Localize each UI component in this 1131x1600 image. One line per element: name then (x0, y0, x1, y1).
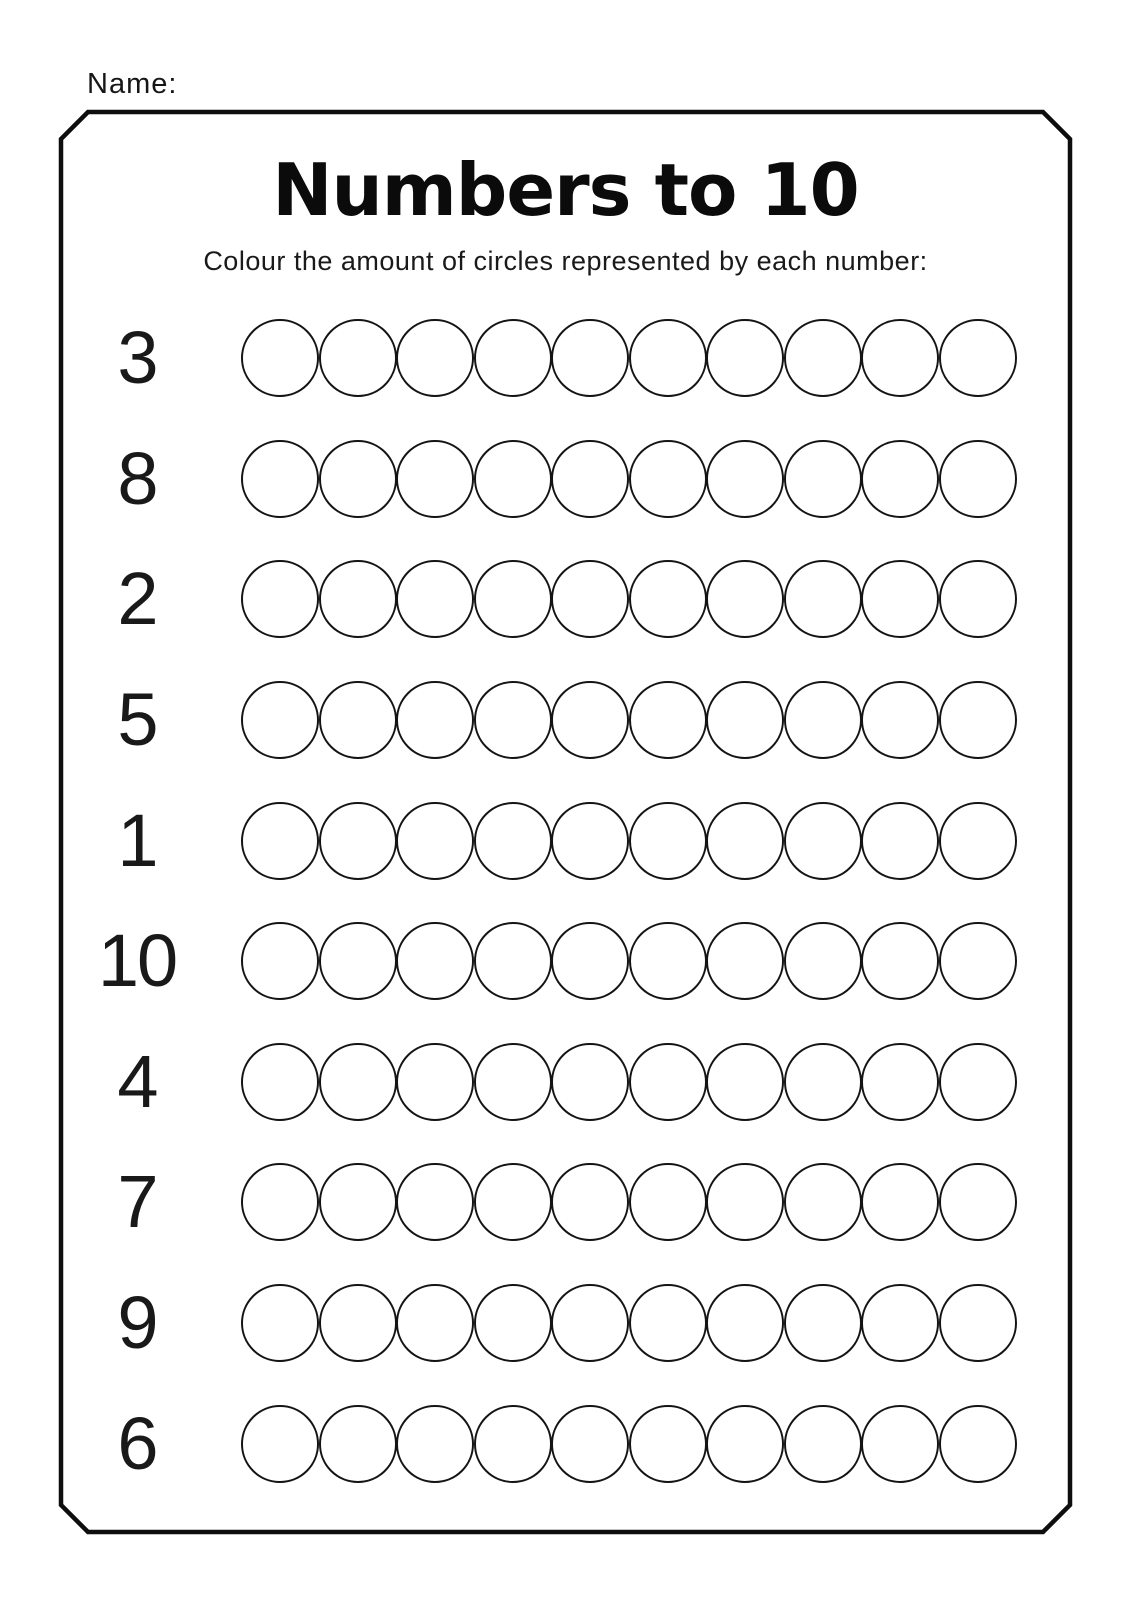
colour-circle[interactable] (474, 1405, 552, 1483)
colour-circle[interactable] (241, 1163, 319, 1241)
colour-circle[interactable] (474, 1163, 552, 1241)
colour-circle[interactable] (241, 802, 319, 880)
colour-circle[interactable] (319, 560, 397, 638)
row-circles (241, 922, 1017, 1000)
row-circles (241, 560, 1017, 638)
colour-circle[interactable] (861, 1405, 939, 1483)
rows-container (61, 298, 1070, 1504)
colour-circle[interactable] (784, 802, 862, 880)
colour-circle[interactable] (551, 440, 629, 518)
worksheet-row (61, 780, 1070, 901)
colour-circle[interactable] (474, 922, 552, 1000)
colour-circle[interactable] (939, 681, 1017, 759)
colour-circle[interactable] (629, 1405, 707, 1483)
colour-circle[interactable] (706, 560, 784, 638)
colour-circle[interactable] (551, 1163, 629, 1241)
colour-circle[interactable] (319, 802, 397, 880)
colour-circle[interactable] (939, 1163, 1017, 1241)
instructions-text: Colour the amount of circles represented by each number: (203, 246, 928, 276)
colour-circle[interactable] (784, 1405, 862, 1483)
colour-circle[interactable] (706, 440, 784, 518)
worksheet-row (61, 298, 1070, 419)
name-label: Name: (87, 68, 178, 100)
colour-circle[interactable] (861, 1163, 939, 1241)
row-number: 3 (117, 316, 157, 400)
colour-circle[interactable] (629, 319, 707, 397)
colour-circle[interactable] (396, 1405, 474, 1483)
colour-circle[interactable] (629, 440, 707, 518)
colour-circle[interactable] (474, 681, 552, 759)
colour-circle[interactable] (939, 1284, 1017, 1362)
row-number: 4 (117, 1039, 157, 1123)
colour-circle[interactable] (474, 802, 552, 880)
colour-circle[interactable] (706, 319, 784, 397)
colour-circle[interactable] (784, 560, 862, 638)
colour-circle[interactable] (861, 681, 939, 759)
row-circles (241, 1284, 1017, 1362)
row-circles (241, 440, 1017, 518)
colour-circle[interactable] (474, 1043, 552, 1121)
row-number: 10 (97, 919, 177, 1003)
row-circles (241, 681, 1017, 759)
worksheet-row (61, 539, 1070, 660)
colour-circle[interactable] (474, 440, 552, 518)
worksheet-row (61, 1263, 1070, 1384)
colour-circle[interactable] (241, 440, 319, 518)
row-number: 8 (117, 436, 157, 520)
row-number: 5 (117, 678, 157, 762)
colour-circle[interactable] (551, 1043, 629, 1121)
colour-circle[interactable] (396, 560, 474, 638)
colour-circle[interactable] (319, 681, 397, 759)
colour-circle[interactable] (629, 802, 707, 880)
colour-circle[interactable] (396, 802, 474, 880)
colour-circle[interactable] (706, 922, 784, 1000)
worksheet-row (61, 1022, 1070, 1143)
colour-circle[interactable] (241, 319, 319, 397)
colour-circle[interactable] (861, 440, 939, 518)
colour-circle[interactable] (551, 922, 629, 1000)
colour-circle[interactable] (784, 922, 862, 1000)
colour-circle[interactable] (706, 681, 784, 759)
colour-circle[interactable] (629, 560, 707, 638)
colour-circle[interactable] (861, 922, 939, 1000)
colour-circle[interactable] (396, 1284, 474, 1362)
colour-circle[interactable] (551, 1284, 629, 1362)
worksheet-row (61, 1383, 1070, 1504)
worksheet-row (61, 1142, 1070, 1263)
colour-circle[interactable] (706, 802, 784, 880)
colour-circle[interactable] (319, 1405, 397, 1483)
colour-circle[interactable] (396, 681, 474, 759)
row-circles (241, 1163, 1017, 1241)
colour-circle[interactable] (241, 1405, 319, 1483)
colour-circle[interactable] (241, 681, 319, 759)
worksheet-row (61, 901, 1070, 1022)
colour-circle[interactable] (319, 1284, 397, 1362)
colour-circle[interactable] (551, 319, 629, 397)
colour-circle[interactable] (319, 1163, 397, 1241)
worksheet-row (61, 419, 1070, 540)
row-number: 6 (117, 1401, 157, 1485)
colour-circle[interactable] (706, 1405, 784, 1483)
colour-circle[interactable] (551, 681, 629, 759)
colour-circle[interactable] (939, 440, 1017, 518)
row-number: 1 (117, 798, 157, 882)
colour-circle[interactable] (861, 802, 939, 880)
row-circles (241, 319, 1017, 397)
colour-circle[interactable] (861, 1284, 939, 1362)
colour-circle[interactable] (629, 681, 707, 759)
colour-circle[interactable] (396, 922, 474, 1000)
colour-circle[interactable] (706, 1043, 784, 1121)
colour-circle[interactable] (629, 1284, 707, 1362)
colour-circle[interactable] (784, 1163, 862, 1241)
colour-circle[interactable] (551, 560, 629, 638)
colour-circle[interactable] (706, 1284, 784, 1362)
colour-circle[interactable] (939, 802, 1017, 880)
colour-circle[interactable] (396, 1043, 474, 1121)
colour-circle[interactable] (939, 319, 1017, 397)
colour-circle[interactable] (241, 560, 319, 638)
colour-circle[interactable] (784, 319, 862, 397)
colour-circle[interactable] (861, 560, 939, 638)
worksheet-row (61, 660, 1070, 781)
colour-circle[interactable] (706, 1163, 784, 1241)
colour-circle[interactable] (939, 560, 1017, 638)
colour-circle[interactable] (629, 1163, 707, 1241)
colour-circle[interactable] (939, 1043, 1017, 1121)
colour-circle[interactable] (319, 1043, 397, 1121)
colour-circle[interactable] (784, 1284, 862, 1362)
colour-circle[interactable] (396, 319, 474, 397)
colour-circle[interactable] (861, 1043, 939, 1121)
page-title: Numbers to 10 (272, 148, 859, 232)
colour-circle[interactable] (319, 319, 397, 397)
row-number: 9 (117, 1281, 157, 1365)
colour-circle[interactable] (939, 1405, 1017, 1483)
row-number: 7 (117, 1160, 157, 1244)
colour-circle[interactable] (241, 1284, 319, 1362)
colour-circle[interactable] (241, 922, 319, 1000)
colour-circle[interactable] (474, 1284, 552, 1362)
colour-circle[interactable] (861, 319, 939, 397)
colour-circle[interactable] (784, 681, 862, 759)
colour-circle[interactable] (241, 1043, 319, 1121)
row-circles (241, 1405, 1017, 1483)
colour-circle[interactable] (939, 922, 1017, 1000)
row-circles (241, 1043, 1017, 1121)
colour-circle[interactable] (319, 922, 397, 1000)
colour-circle[interactable] (396, 1163, 474, 1241)
colour-circle[interactable] (551, 802, 629, 880)
row-circles (241, 802, 1017, 880)
colour-circle[interactable] (474, 560, 552, 638)
colour-circle[interactable] (784, 440, 862, 518)
colour-circle[interactable] (784, 1043, 862, 1121)
colour-circle[interactable] (474, 319, 552, 397)
colour-circle[interactable] (551, 1405, 629, 1483)
colour-circle[interactable] (396, 440, 474, 518)
colour-circle[interactable] (629, 1043, 707, 1121)
colour-circle[interactable] (629, 922, 707, 1000)
colour-circle[interactable] (319, 440, 397, 518)
row-number: 2 (117, 557, 157, 641)
